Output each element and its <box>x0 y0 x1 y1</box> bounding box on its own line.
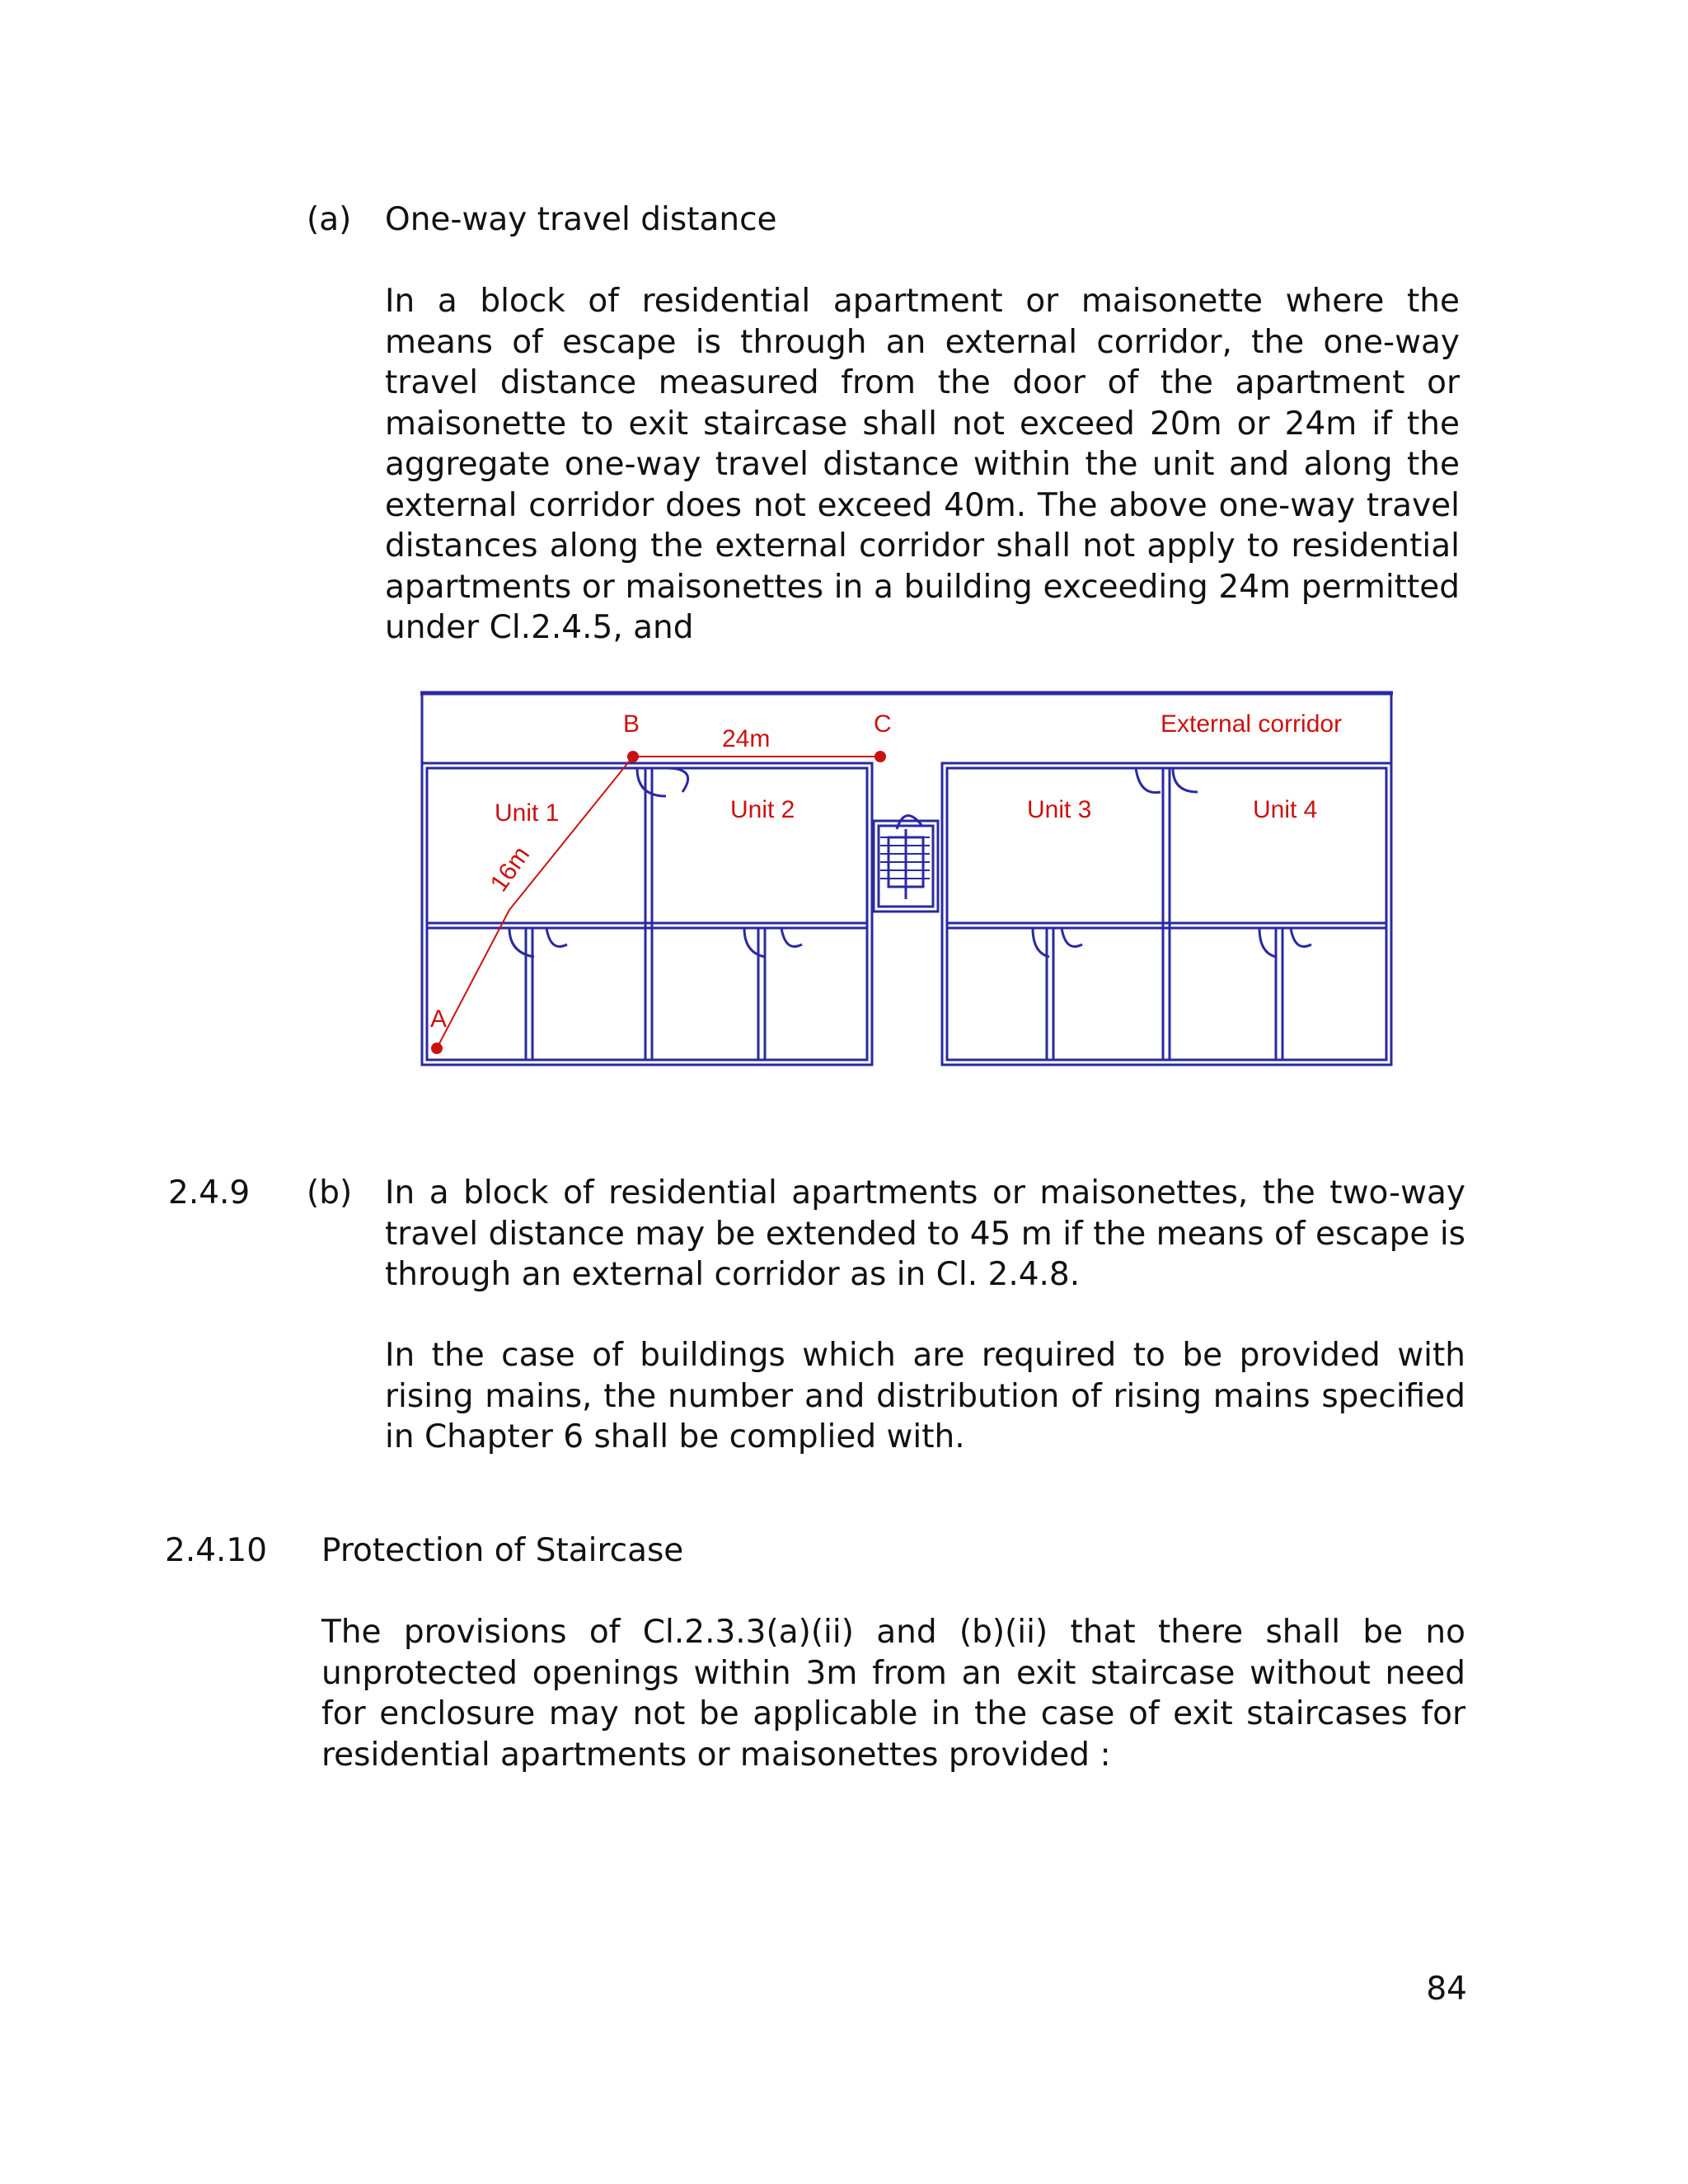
section-a-heading: One-way travel distance <box>385 201 777 238</box>
label-distance-ab: 16m <box>485 841 536 898</box>
label-point-c: C <box>874 710 892 738</box>
section-a-body: In a block of residential apartment or maisonette where the means of escape is through an external corridor, the one-way travel distance measured from the door of the apartment or maisonette to exit staircase shall not exceed 20m or 24m if the aggregate one-way travel distance within the unit and along the external corridor does not exceed 40m. The above one-way travel distances along the external corridor shall not apply to residential apartments or maisonettes in a building exceeding 24m permitted under Cl.2.4.5, and <box>385 283 1460 646</box>
label-point-b: B <box>623 710 640 738</box>
clause-249-para1: In a block of residential apartments or maisonettes, the two-way travel distance may be extended to 45 m if the means of escape is through an external corridor as in Cl. 2.4.8. <box>385 1174 1465 1293</box>
label-unit-4: Unit 4 <box>1253 796 1318 823</box>
label-unit-2: Unit 2 <box>730 796 795 823</box>
clause-2410-heading: Protection of Staircase <box>321 1532 684 1569</box>
label-distance-bc: 24m <box>722 725 771 752</box>
page-number: 84 <box>1426 1971 1467 2008</box>
label-external-corridor: External corridor <box>1160 710 1343 738</box>
clause-249-number: 2.4.9 <box>168 1174 251 1212</box>
label-point-a: A <box>430 1005 448 1033</box>
label-unit-3: Unit 3 <box>1027 796 1092 823</box>
floor-plan-diagram <box>419 689 1396 1068</box>
clause-2410-number: 2.4.10 <box>165 1532 268 1569</box>
clause-2410-body: The provisions of Cl.2.3.3(a)(ii) and (b)(ii) that there shall be no unprotected openings within 3m from an exit staircase without need for enclosure may not be applicable in the case of exit staircases for residential apartments or maisonettes provided : <box>321 1614 1465 1774</box>
label-unit-1: Unit 1 <box>495 799 560 827</box>
clause-249-marker: (b) <box>307 1174 353 1212</box>
clause-249-para2: In the case of buildings which are required to be provided with rising mains, the number and distribution of rising mains specified in Chapter 6 shall be complied with. <box>385 1337 1465 1455</box>
section-a-marker: (a) <box>307 201 352 238</box>
